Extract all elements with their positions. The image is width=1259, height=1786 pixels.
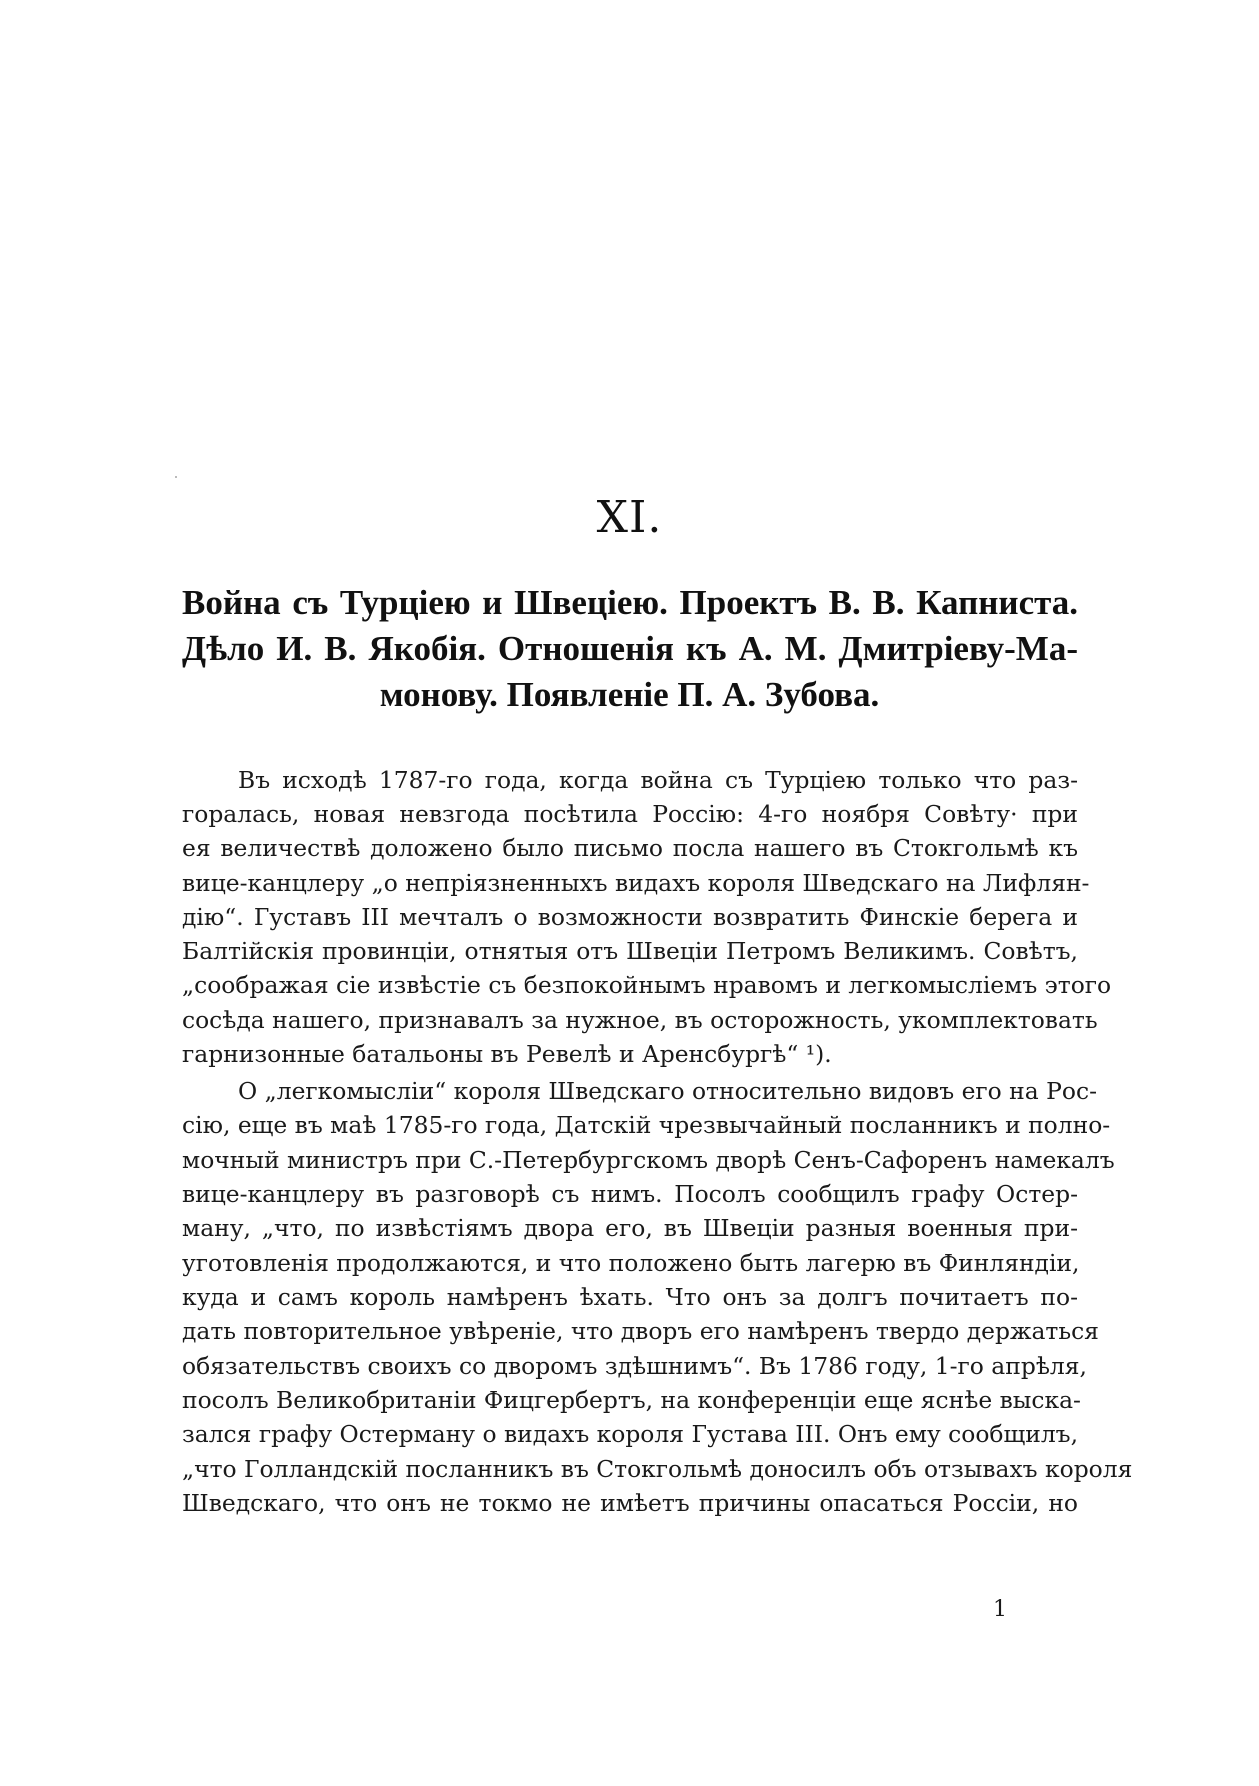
text-line: уготовленія продолжаются, и что положено быть лагерю въ Финляндіи, (182, 1249, 1080, 1277)
text-line: ея величествѣ доложено было письмо посла нашего въ Стокгольмѣ къ (182, 834, 1078, 862)
chapter-heading-line: Война съ Турціею и Швеціею. Проектъ В. В. Капниста. (182, 583, 1078, 622)
text-line: обязательствъ своихъ со дворомъ здѣшнимъ“. Въ 1786 году, 1-го апрѣля, (182, 1352, 1087, 1380)
text-line: О „легкомысліи“ короля Шведскаго относительно видовъ его на Рос- (238, 1077, 1097, 1105)
text-line: посолъ Великобританіи Фицгербертъ, на конференціи еще яснѣе выска- (182, 1386, 1081, 1414)
text-line: Въ исходѣ 1787-го года, когда война съ Турціею только что раз- (238, 766, 1078, 794)
chapter-number: XI. (596, 492, 663, 543)
text-line: „соображая сіе извѣстіе съ безпокойнымъ нравомъ и легкомысліемъ этого (182, 971, 1112, 999)
page-number: 1 (993, 1597, 1007, 1622)
text-line: гарнизонные батальоны въ Ревелѣ и Аренсбургѣ“ ¹). (182, 1040, 832, 1068)
text-line: дать повторительное увѣреніе, что дворъ его намѣренъ твердо держаться (182, 1317, 1099, 1345)
text-line: горалась, новая невзгода посѣтила Россію: 4-го ноября Совѣту· при (182, 800, 1078, 828)
text-line: Шведскаго, что онъ не токмо не имѣетъ причины опасаться Россіи, но (182, 1489, 1078, 1517)
text-line: зался графу Остерману о видахъ короля Густава III. Онъ ему сообщилъ, (182, 1420, 1078, 1448)
text-line: куда и самъ король намѣренъ ѣхать. Что онъ за долгъ почитаетъ по- (182, 1283, 1078, 1311)
text-line: „что Голландскій посланникъ въ Стокгольмѣ доносилъ объ отзывахъ короля (182, 1455, 1133, 1483)
text-line: мочный министръ при С.-Петербургскомъ дворѣ Сенъ-Сафоренъ намекалъ (182, 1146, 1115, 1174)
text-line: сію, еще въ маѣ 1785-го года, Датскій чрезвычайный посланникъ и полно- (182, 1111, 1111, 1139)
text-line: ману, „что, по извѣстіямъ двора его, въ Швеціи разныя военныя при- (182, 1214, 1078, 1242)
text-line: вице-канцлеру „о непріязненныхъ видахъ короля Шведскаго на Лифлян- (182, 869, 1090, 897)
chapter-heading-line: Дѣло И. В. Якобія. Отношенія къ А. М. Дмитріеву-Ма- (182, 629, 1078, 668)
chapter-heading-line: монову. Появленіе П. А. Зубова. (379, 675, 880, 714)
text-line: вице-канцлеру въ разговорѣ съ нимъ. Посолъ сообщилъ графу Остер- (182, 1180, 1078, 1208)
scan-speck (175, 476, 177, 478)
text-line: сосѣда нашего, признавалъ за нужное, въ осторожность, укомплектовать (182, 1006, 1098, 1034)
text-line: дію“. Густавъ III мечталъ о возможности возвратить Финскіе берега и (182, 903, 1078, 931)
text-line: Балтійскія провинціи, отнятыя отъ Швеціи Петромъ Великимъ. Совѣтъ, (182, 937, 1078, 965)
